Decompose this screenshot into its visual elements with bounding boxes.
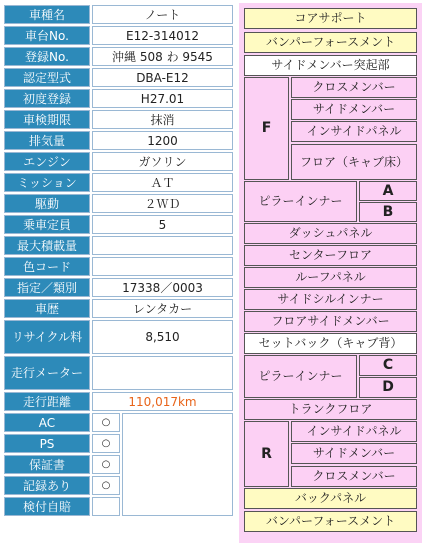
spec-label: 車台No. bbox=[4, 26, 90, 45]
spec-label: 車種名 bbox=[4, 5, 90, 24]
spec-value: H27.01 bbox=[92, 89, 233, 108]
spec-label: 駆動 bbox=[4, 194, 90, 213]
part-f-inside-panel: インサイドパネル bbox=[291, 121, 417, 142]
spec-label: ミッション bbox=[4, 173, 90, 192]
part-r-side-member: サイドメンバー bbox=[291, 443, 417, 464]
spec-value bbox=[92, 236, 233, 255]
part-group-front: F bbox=[244, 77, 289, 180]
spec-row bbox=[4, 356, 233, 390]
part-bumper-reinforcement-rear: バンパーフォースメント bbox=[244, 511, 417, 532]
part-f-cross-member: クロスメンバー bbox=[291, 77, 417, 98]
part-pillar-d: D bbox=[359, 377, 417, 398]
spec-row bbox=[4, 194, 233, 213]
equipment-notes bbox=[122, 413, 233, 516]
spec-label: 初度登録 bbox=[4, 89, 90, 108]
spec-value: 17338／0003 bbox=[92, 278, 233, 297]
part-dash-panel: ダッシュパネル bbox=[244, 223, 417, 244]
spec-row bbox=[4, 5, 233, 24]
spec-value: DBA-E12 bbox=[92, 68, 233, 87]
mileage-value: 110,017km bbox=[92, 392, 233, 411]
spec-row bbox=[4, 68, 233, 87]
part-setback: セットバック（キャブ背） bbox=[244, 333, 417, 354]
spec-row bbox=[4, 152, 233, 171]
part-roof-panel: ルーフパネル bbox=[244, 267, 417, 288]
part-f-side-member: サイドメンバー bbox=[291, 99, 417, 120]
part-pillar-a: A bbox=[359, 181, 417, 201]
spec-row bbox=[4, 89, 233, 108]
spec-row bbox=[4, 278, 233, 297]
spec-row bbox=[4, 47, 233, 66]
spec-row bbox=[4, 110, 233, 129]
spec-value: ＡＴ bbox=[92, 173, 233, 192]
vehicle-spec-table bbox=[2, 3, 235, 518]
spec-row bbox=[4, 236, 233, 255]
spec-label: 乗車定員 bbox=[4, 215, 90, 234]
equipment-label: 検付自賠 bbox=[4, 497, 90, 516]
spec-value: ノート bbox=[92, 5, 233, 24]
spec-label: エンジン bbox=[4, 152, 90, 171]
part-side-member-tip: サイドメンバー突起部 bbox=[244, 55, 417, 76]
spec-value: 5 bbox=[92, 215, 233, 234]
spec-label: 指定／類別 bbox=[4, 278, 90, 297]
spec-row bbox=[4, 392, 233, 411]
spec-value: 抹消 bbox=[92, 110, 233, 129]
spec-row bbox=[4, 26, 233, 45]
equipment-row bbox=[4, 413, 233, 432]
part-back-panel: バックパネル bbox=[244, 488, 417, 509]
spec-row bbox=[4, 257, 233, 276]
equipment-label: PS bbox=[4, 434, 90, 453]
spec-value: ガソリン bbox=[92, 152, 233, 171]
equipment-label: 保証書 bbox=[4, 455, 90, 474]
part-floor-side-member: フロアサイドメンバー bbox=[244, 311, 417, 332]
spec-label: 認定型式 bbox=[4, 68, 90, 87]
spec-label: 車検期限 bbox=[4, 110, 90, 129]
equipment-mark: ○ bbox=[92, 455, 120, 474]
equipment-mark: ○ bbox=[92, 413, 120, 432]
spec-label: 登録No. bbox=[4, 47, 90, 66]
spec-row bbox=[4, 215, 233, 234]
part-pillar-inner-front: ピラーインナー bbox=[244, 181, 357, 222]
part-f-floor-cab: フロア（キャブ床） bbox=[291, 144, 417, 180]
spec-label: 色コード bbox=[4, 257, 90, 276]
spec-value: 沖縄 508 わ 9545 bbox=[92, 47, 233, 66]
spec-row bbox=[4, 320, 233, 354]
spec-value bbox=[92, 356, 233, 390]
spec-row bbox=[4, 299, 233, 318]
spec-row bbox=[4, 131, 233, 150]
spec-value: レンタカー bbox=[92, 299, 233, 318]
part-trunk-floor: トランクフロア bbox=[244, 399, 417, 420]
frame-damage-diagram bbox=[239, 3, 422, 543]
spec-value: 1200 bbox=[92, 131, 233, 150]
spec-label: 排気量 bbox=[4, 131, 90, 150]
part-core-support: コアサポート bbox=[244, 8, 417, 29]
part-pillar-inner-rear: ピラーインナー bbox=[244, 355, 357, 398]
part-r-cross-member: クロスメンバー bbox=[291, 466, 417, 487]
part-group-rear: R bbox=[244, 421, 289, 487]
spec-label: リサイクル料 bbox=[4, 320, 90, 354]
spec-value: 8,510 bbox=[92, 320, 233, 354]
spec-label: 走行メーター bbox=[4, 356, 90, 390]
spec-label: 走行距離 bbox=[4, 392, 90, 411]
spec-value: E12-314012 bbox=[92, 26, 233, 45]
part-pillar-b: B bbox=[359, 202, 417, 222]
equipment-label: AC bbox=[4, 413, 90, 432]
spec-row bbox=[4, 173, 233, 192]
spec-value: ２ＷＤ bbox=[92, 194, 233, 213]
spec-label: 最大積載量 bbox=[4, 236, 90, 255]
part-side-sill-inner: サイドシルインナー bbox=[244, 289, 417, 310]
part-bumper-reinforcement-front: バンパーフォースメント bbox=[244, 32, 417, 53]
spec-label: 車歴 bbox=[4, 299, 90, 318]
spec-value bbox=[92, 257, 233, 276]
equipment-mark bbox=[92, 497, 120, 516]
part-pillar-c: C bbox=[359, 355, 417, 376]
equipment-mark: ○ bbox=[92, 434, 120, 453]
equipment-mark: ○ bbox=[92, 476, 120, 495]
part-center-floor: センターフロア bbox=[244, 245, 417, 266]
equipment-label: 記録あり bbox=[4, 476, 90, 495]
part-r-inside-panel: インサイドパネル bbox=[291, 421, 417, 442]
